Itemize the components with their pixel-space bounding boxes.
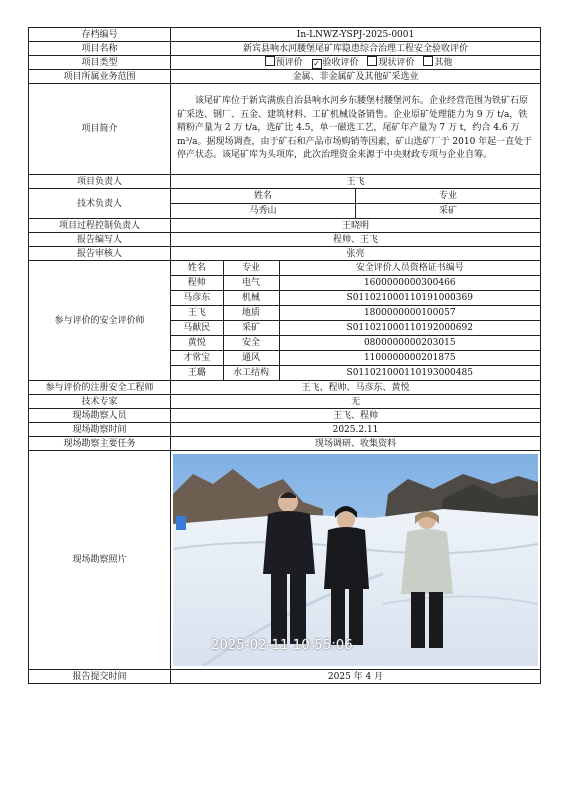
survey-photo-label: 现场勘察照片 [29, 451, 171, 670]
checkbox-icon-other[interactable] [423, 56, 433, 66]
evaluator-major: 机械 [223, 291, 279, 306]
checkbox-icon-pre[interactable] [265, 56, 275, 66]
evaluator-cert: S011021000110193000485 [279, 366, 540, 381]
evaluator-cert: S011021000110191000369 [279, 291, 540, 306]
survey-task-label: 现场勘察主要任务 [29, 437, 171, 451]
registered-engineers-label: 参与评价的注册安全工程师 [29, 381, 171, 395]
option-pre: 预评价 [275, 58, 303, 68]
evaluators-table [171, 261, 540, 380]
evaluator-cert: 0800000000203015 [279, 336, 540, 351]
tech-expert-label: 技术专家 [29, 395, 171, 409]
tech-lead-name: 马秀山 [171, 204, 356, 219]
tech-lead-cell [171, 189, 541, 219]
evaluator-major: 地质 [223, 306, 279, 321]
archive-label: 存档编号 [29, 28, 171, 42]
evaluator-cert: S011021000110192000692 [279, 321, 540, 336]
project-lead-value: 王飞 [171, 175, 541, 189]
table-row [171, 366, 540, 381]
tech-lead-major: 采矿 [356, 204, 541, 219]
evaluator-major: 电气 [223, 276, 279, 291]
survey-task-value: 现场调研、收集资料 [171, 437, 541, 451]
evaluator-cert: 1600000000300466 [279, 276, 540, 291]
summary-label: 项目简介 [29, 84, 171, 175]
tech-expert-value: 无 [171, 395, 541, 409]
evaluator-major: 采矿 [223, 321, 279, 336]
project-lead-label: 项目负责人 [29, 175, 171, 189]
evaluator-major: 水工结构 [223, 366, 279, 381]
business-scope-label: 项目所属业务范围 [29, 70, 171, 84]
evaluators-label: 参与评价的安全评价师 [29, 261, 171, 381]
table-row [171, 291, 540, 306]
evaluators-header-name: 姓名 [171, 261, 223, 276]
project-name-label: 项目名称 [29, 42, 171, 56]
evaluator-major: 通风 [223, 351, 279, 366]
survey-photo [173, 454, 538, 666]
photo-timestamp: 2025-02-11 10:55:06 [211, 638, 353, 653]
registered-engineers-value: 王飞、程帅、马彦东、黄悦 [171, 381, 541, 395]
report-reviewer-label: 报告审核人 [29, 247, 171, 261]
submit-time-label: 报告提交时间 [29, 670, 171, 684]
evaluator-name: 程帅 [171, 276, 223, 291]
record-table [28, 27, 541, 684]
evaluator-name: 王璐 [171, 366, 223, 381]
table-row [171, 276, 540, 291]
report-writer-value: 程帅、王飞 [171, 233, 541, 247]
archive-value: In-LNWZ-YSPJ-2025-0001 [171, 28, 541, 42]
evaluator-major: 安全 [223, 336, 279, 351]
evaluator-name: 王飞 [171, 306, 223, 321]
tech-lead-table [171, 189, 540, 218]
table-row [171, 306, 540, 321]
business-scope-value: 金属、非金属矿及其他矿采选业 [171, 70, 541, 84]
survey-time-label: 现场勘察时间 [29, 423, 171, 437]
evaluator-name: 才常宝 [171, 351, 223, 366]
tech-lead-major-header: 专业 [356, 189, 541, 204]
project-name-value: 新宾县响水河腰堡尾矿库隐患综合治理工程安全验收评价 [171, 42, 541, 56]
report-writer-label: 报告编写人 [29, 233, 171, 247]
project-type-label: 项目类型 [29, 56, 171, 70]
evaluator-name: 马献民 [171, 321, 223, 336]
evaluators-header-major: 专业 [223, 261, 279, 276]
evaluator-cert: 1100000000201875 [279, 351, 540, 366]
summary-text: 该尾矿库位于新宾满族自治县响水河乡东腰堡村腰堡河东。企业经营范围为铁矿石原矿采选、钢厂、五金、建筑材料、工矿机械设备销售。企业原矿处理能力为 9 万 t/a，铁精粉产量为 2 万 t/a，选矿比 4.5，单一磁选工艺，尾矿年产量为 7 万 t，约合 4.6 万 m³/a。据现场调查，由于矿石和产品市场购销等因素，矿山选矿厂于 2010 年起一直处于停产状态。该尾矿库为头项库，此次治理资金来源于中央财政专项与企业自筹。 [171, 84, 541, 175]
table-row [171, 351, 540, 366]
table-row [171, 336, 540, 351]
evaluators-cell [171, 261, 541, 381]
project-type-options [171, 56, 541, 70]
checkbox-icon-acceptance[interactable]: ✓ [313, 59, 320, 68]
evaluator-cert: 1800000000100057 [279, 306, 540, 321]
option-acceptance: 验收评价 [322, 58, 359, 68]
process-control-value: 王晓明 [171, 219, 541, 233]
submit-time-value: 2025 年 4 月 [171, 670, 541, 684]
tech-lead-label: 技术负责人 [29, 189, 171, 219]
report-reviewer-value: 张亮 [171, 247, 541, 261]
table-row [171, 321, 540, 336]
checkbox-icon-status[interactable] [367, 56, 377, 66]
option-status: 现状评价 [378, 58, 415, 68]
snow-scene-image [173, 454, 538, 666]
process-control-label: 项目过程控制负责人 [29, 219, 171, 233]
evaluator-name: 黄悦 [171, 336, 223, 351]
tech-lead-name-header: 姓名 [171, 189, 356, 204]
survey-photo-cell [171, 451, 541, 670]
survey-staff-label: 现场勘察人员 [29, 409, 171, 423]
survey-time-value: 2025.2.11 [171, 423, 541, 437]
evaluators-header-cert: 安全评价人员资格证书编号 [279, 261, 540, 276]
survey-staff-value: 王飞、程帅 [171, 409, 541, 423]
evaluator-name: 马彦东 [171, 291, 223, 306]
option-other: 其他 [434, 58, 453, 68]
